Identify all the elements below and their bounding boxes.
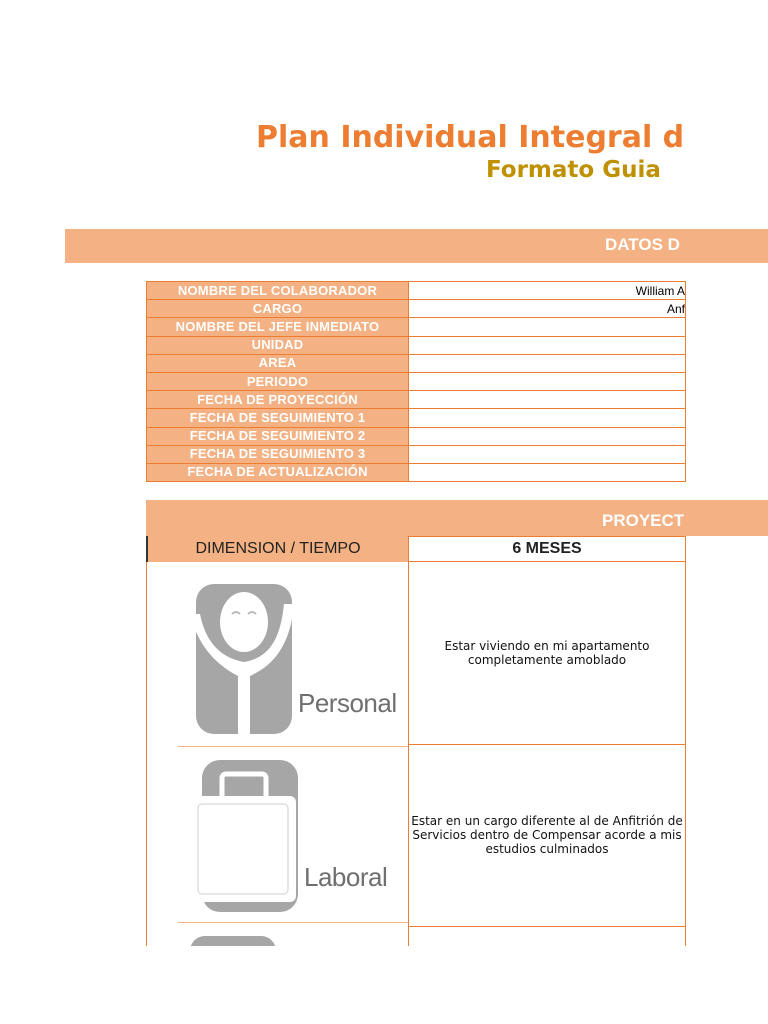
table-row [147,300,686,318]
page-subtitle: Formato Guia [486,157,661,183]
row-value[interactable] [409,445,686,463]
row-label: AREA [147,354,409,372]
row-label: FECHA DE ACTUALIZACIÓN [147,463,409,481]
table-row [147,336,686,354]
row-value[interactable]: William A [409,282,686,300]
row-label: FECHA DE SEGUIMIENTO 1 [147,409,409,427]
row-label: FECHA DE SEGUIMIENTO 3 [147,445,409,463]
row-value[interactable] [409,409,686,427]
row-label: FECHA DE SEGUIMIENTO 2 [147,427,409,445]
dimension-column-header: DIMENSION / TIEMPO [146,536,408,562]
table-row [147,427,686,445]
row-label: PERIODO [147,372,409,390]
datos-table [146,281,686,482]
row-value[interactable] [409,318,686,336]
row-label: FECHA DE PROYECCIÓN [147,391,409,409]
row-value[interactable]: Anf [409,300,686,318]
page-title: Plan Individual Integral d [256,120,685,155]
table-row [147,372,686,390]
next-dimension-icon [190,936,280,946]
grid-line-row2-bottom [408,926,686,927]
image-divider-1 [178,746,408,747]
image-divider-2 [178,922,408,923]
table-row [147,318,686,336]
row-value[interactable] [409,463,686,481]
table-row [147,391,686,409]
laboral-goal-text[interactable]: Estar en un cargo diferente al de Anfitrión de Servicios dentro de Compensar acorde a mis estudios culminados [411,814,683,856]
table-row [147,445,686,463]
row-value[interactable] [409,391,686,409]
dimension-label-laboral: Laboral [304,862,388,892]
row-label: UNIDAD [147,336,409,354]
personal-icon [180,574,408,744]
next-dimension-icon-shape [190,936,276,946]
row-value[interactable] [409,372,686,390]
grid-line-left [146,562,147,946]
proyeccion-section-label: PROYECT [602,511,685,530]
table-row [147,463,686,481]
period-column-header: 6 MESES [408,536,686,562]
table-row [147,282,686,300]
briefcase-icon [180,752,408,920]
briefcase-icon-graphic [180,752,408,920]
grid-line-right [685,562,686,946]
datos-section-label: DATOS D [605,235,680,254]
row-value[interactable] [409,427,686,445]
personal-goal-text[interactable]: Estar viviendo en mi apartamento completamente amoblado [444,639,650,667]
table-row [147,354,686,372]
table-row [147,409,686,427]
row-value[interactable] [409,354,686,372]
row-label: CARGO [147,300,409,318]
row-label: NOMBRE DEL JEFE INMEDIATO [147,318,409,336]
row-value[interactable] [409,336,686,354]
dimension-label-personal: Personal [298,688,397,718]
row-label: NOMBRE DEL COLABORADOR [147,282,409,300]
